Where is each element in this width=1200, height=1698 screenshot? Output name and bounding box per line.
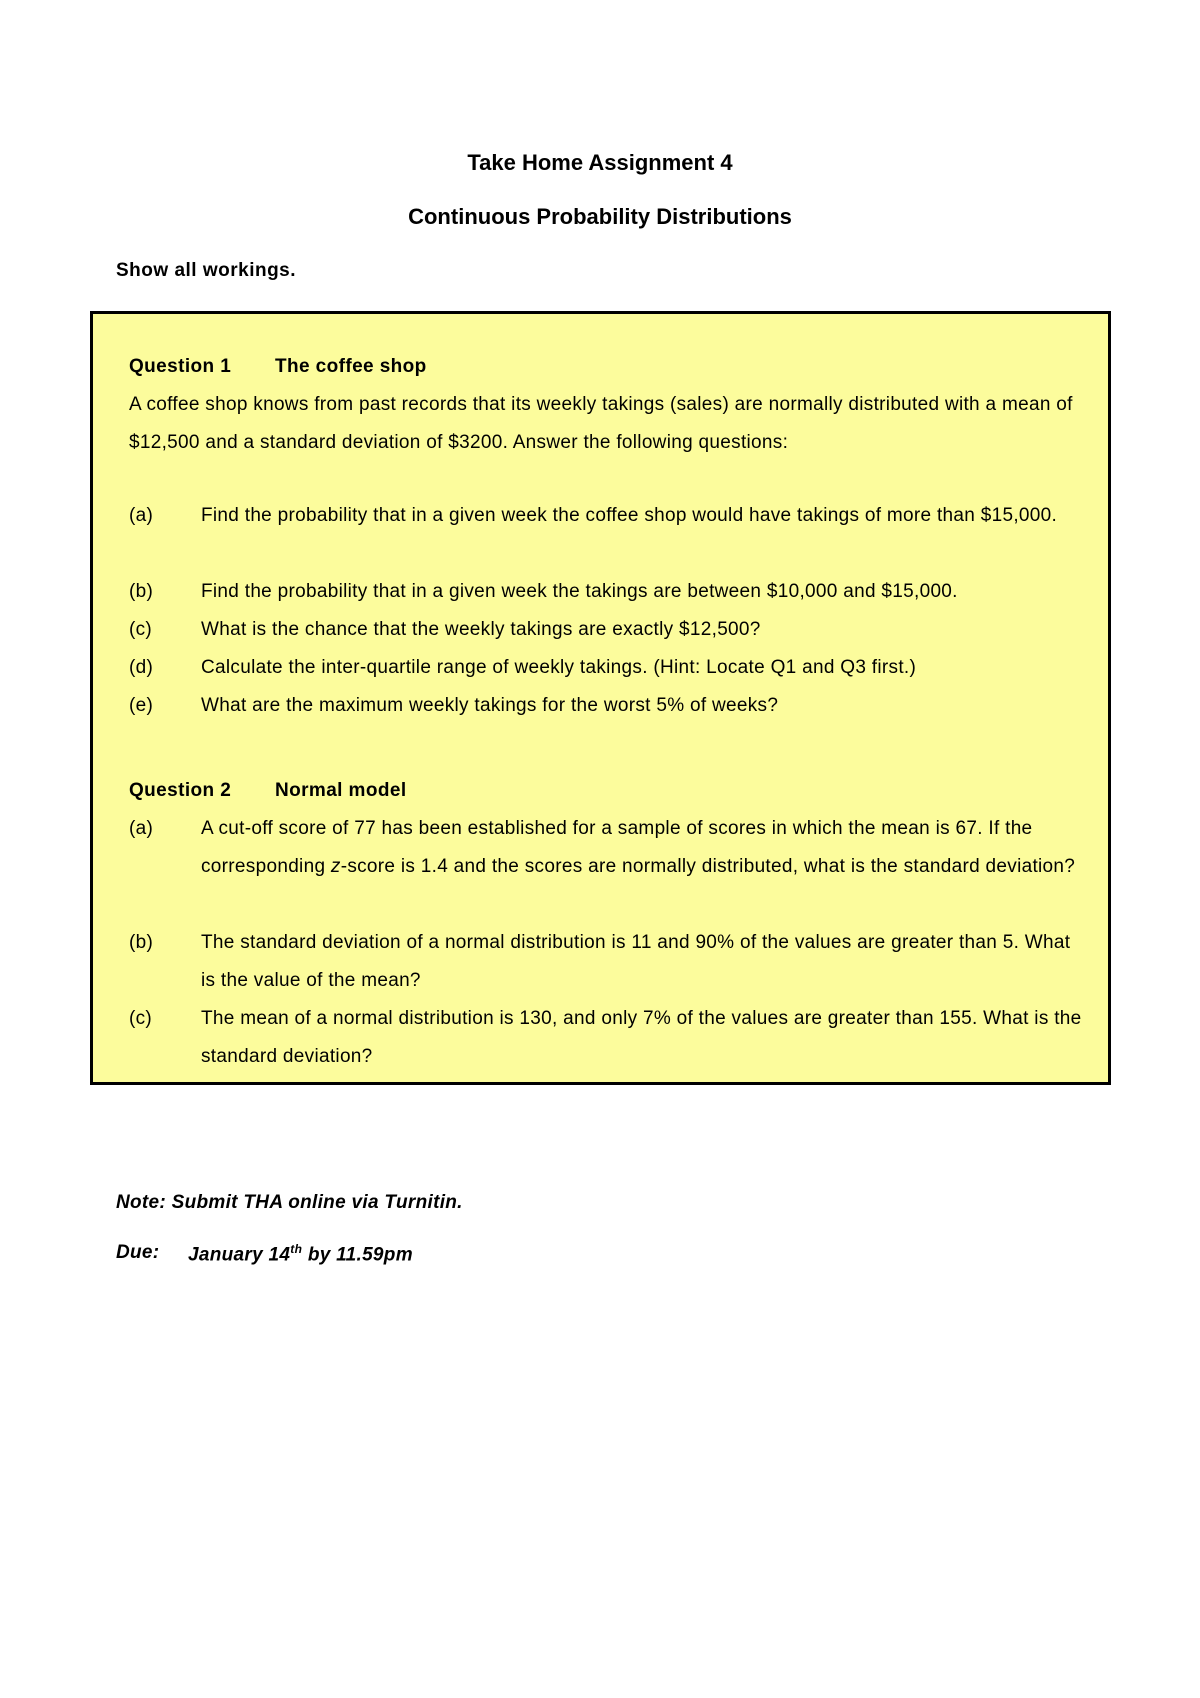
question-2-heading: [129, 780, 407, 802]
part-text: What are the maximum weekly takings for the worst 5% of weeks?: [201, 695, 779, 716]
due-value: January 14th by 11.59pm: [188, 1242, 413, 1266]
part-label: (e): [129, 695, 154, 716]
page-subtitle: Continuous Probability Distributions: [408, 204, 792, 229]
part-text: The standard deviation of a normal distribution is 11 and 90% of the values are greater than 5. What is the value of the mean?: [201, 932, 1071, 991]
questions-box: [90, 311, 1111, 1085]
part-text: Find the probability that in a given week the coffee shop would have takings of more than $15,000.: [201, 505, 1058, 526]
part-label: (d): [129, 657, 154, 678]
part-label: (c): [129, 619, 153, 640]
part-label: (b): [129, 932, 154, 953]
page-title: Take Home Assignment 4: [467, 150, 733, 175]
question-1-name: The coffee shop: [275, 356, 427, 377]
part-label: (a): [129, 818, 154, 839]
submission-note: Note: Submit THA online via Turnitin.: [116, 1192, 463, 1213]
part-text: The mean of a normal distribution is 130, and only 7% of the values are greater than 155. What is the standard deviation?: [201, 1008, 1082, 1067]
part-label: (a): [129, 505, 154, 526]
part-text: What is the chance that the weekly takings are exactly $12,500?: [201, 619, 761, 640]
part-text: A cut-off score of 77 has been established for a sample of scores in which the mean is 67. If the corresponding z-score is 1.4 and the scores are normally distributed, what is the standard deviation?: [201, 818, 1076, 877]
part-label: (c): [129, 1008, 153, 1029]
part-text: Find the probability that in a given week the takings are between $10,000 and $15,000.: [201, 581, 958, 602]
part-label: (b): [129, 581, 154, 602]
part-text: Calculate the inter-quartile range of weekly takings. (Hint: Locate Q1 and Q3 first.): [201, 657, 917, 678]
due-label: Due:: [116, 1242, 160, 1263]
question-2-name: Normal model: [275, 780, 407, 801]
question-1-number: Question 1: [129, 356, 232, 377]
question-1-heading: [129, 356, 427, 378]
question-2-number: Question 2: [129, 780, 232, 801]
instruction-text: Show all workings.: [116, 260, 297, 281]
question-1-intro: A coffee shop knows from past records that its weekly takings (sales) are normally distributed with a mean of $12,500 and a standard deviation of $3200. Answer the following questions:: [129, 394, 1073, 453]
